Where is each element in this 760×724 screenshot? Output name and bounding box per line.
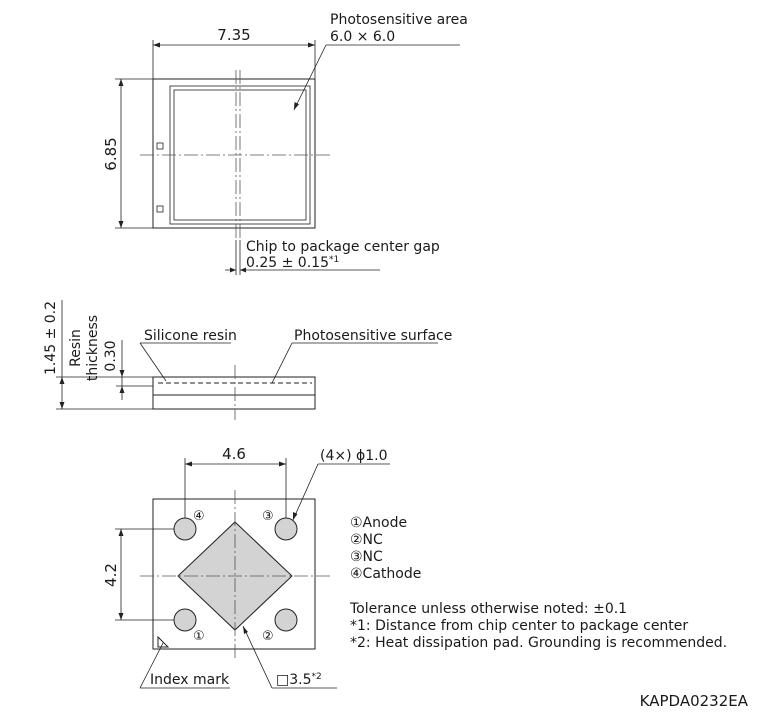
drawing-code: KAPDA0232EA	[639, 692, 748, 710]
package-outline	[153, 79, 315, 228]
gap-value: $0.25 \pm 0.15^{*1}$	[246, 255, 340, 271]
gap-arrows	[230, 268, 246, 273]
photosensitive-surface-label: Photosensitive surface	[294, 328, 453, 344]
photosensitive-area-title: Photosensitive area	[330, 12, 468, 28]
dim-width-text: 7.35	[217, 26, 251, 44]
pin-number-4: ④	[193, 509, 205, 524]
index-square-2	[157, 206, 163, 212]
resin-label-2: thickness	[85, 314, 101, 382]
photosensitive-area-size: 6.0 × 6.0	[330, 29, 396, 45]
resin-label-1: Resin	[68, 329, 84, 367]
dim-height-text: 6.85	[102, 137, 120, 171]
top-view	[102, 12, 468, 275]
legend-pin-4: ④Cathode	[350, 566, 422, 582]
dim-pitch-y: 4.2	[102, 563, 120, 587]
index-mark-label: Index mark	[150, 672, 230, 688]
legend-pin-2: ②NC	[350, 532, 383, 548]
dim-pitch-x: 4.6	[222, 445, 246, 463]
note-2: *2: Heat dissipation pad. Grounding is recommended.	[350, 635, 728, 651]
tolerance-note: Tolerance unless otherwise noted: ±0.1	[350, 601, 628, 617]
legend-pin-1: ①Anode	[350, 515, 408, 531]
index-mark-icon	[158, 637, 168, 647]
resin-value: 0.30	[103, 340, 119, 372]
leader-arrow	[243, 626, 248, 634]
gap-title: Chip to package center gap	[246, 239, 440, 255]
pad-2	[275, 609, 297, 631]
legend-pin-3: ③NC	[350, 549, 383, 565]
package-side-outline	[153, 377, 315, 409]
pad-diameter-label: (4×) ϕ1.0	[320, 448, 388, 464]
heat-pad-label: □3.5$^{*2}$	[276, 672, 322, 688]
silicone-resin-label: Silicone resin	[144, 328, 237, 344]
index-square-1	[157, 143, 163, 149]
leader-line	[293, 464, 318, 520]
pin-number-3: ③	[262, 509, 274, 524]
side-view	[43, 300, 452, 420]
leader-arrow	[293, 512, 298, 520]
pad-1	[174, 609, 196, 631]
pad-3	[275, 518, 297, 540]
pin-number-2: ②	[262, 629, 274, 644]
dim-total-thickness: 1.45 ± 0.2	[43, 300, 59, 376]
bottom-view	[102, 445, 390, 688]
leader-arrow	[294, 102, 299, 110]
legend	[349, 515, 727, 651]
note-1: *1: Distance from chip center to package center	[350, 618, 689, 634]
pin-number-1: ①	[193, 629, 205, 644]
leader-line	[140, 343, 166, 381]
